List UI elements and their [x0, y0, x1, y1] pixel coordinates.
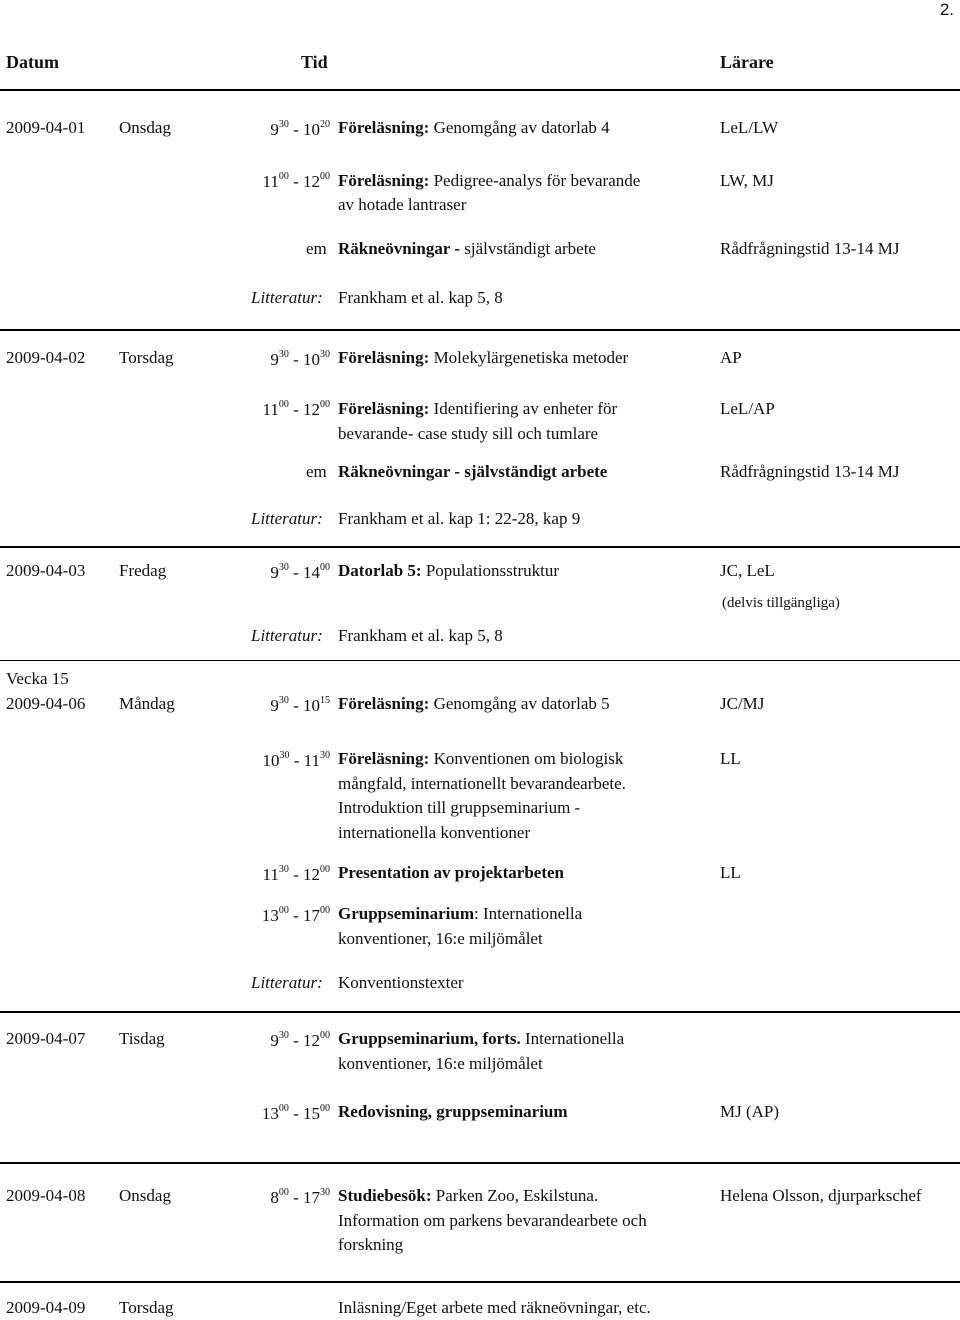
row4-s3-activity: Presentation av projektarbeten [338, 863, 565, 882]
row2-lit-label: Litteratur: [251, 509, 323, 528]
row6-s1-activity-cont1: Information om parkens bevarandearbete och [338, 1211, 647, 1230]
row6-s1-time: $8^{00} - 17^{30}$ [270, 1187, 330, 1207]
row2-s3-activity: Räkneövningar - självständigt arbete [338, 462, 608, 481]
row1-lit-text: Frankham et al. kap 5, 8 [338, 288, 503, 307]
row1-s3-teacher: Rådfrågningstid 13-14 MJ [720, 239, 900, 258]
row4-s4-time: $13^{00} - 17^{00}$ [261, 905, 330, 925]
header-datum: Datum [6, 52, 59, 72]
row5-s1-time: $9^{30} - 12^{00}$ [270, 1030, 330, 1050]
row1-s2-time: $11^{00} - 12^{00}$ [262, 171, 330, 191]
row6-s1-activity-cont2: forskning [338, 1235, 404, 1254]
row4-s3-time: $11^{30} - 12^{00}$ [262, 864, 330, 884]
row4-s2-activity-cont3: internationella konventioner [338, 823, 531, 842]
row4-s2-activity-cont1: mångfald, internationellt bevarandearbete. [338, 774, 626, 793]
row1-s1-teacher: LeL/LW [720, 118, 779, 137]
row5-rule [0, 1162, 960, 1164]
row2-s3-teacher: Rådfrågningstid 13-14 MJ [720, 462, 900, 481]
header-larare: Lärare [720, 52, 774, 72]
row2-s2-time: $11^{00} - 12^{00}$ [262, 399, 330, 419]
row4-s1-time: $9^{30} - 10^{15}$ [270, 695, 330, 715]
row2-date: 2009-04-02 [6, 348, 86, 367]
row6-date: 2009-04-08 [6, 1186, 86, 1205]
row4-lit-label: Litteratur: [251, 973, 323, 992]
row3-lit-label: Litteratur: [251, 626, 323, 645]
row3-s1-teacher: JC, LeL [720, 561, 775, 580]
row4-s2-activity: Föreläsning: Konventionen om biologisk [338, 749, 624, 768]
header-tid: Tid [301, 52, 328, 72]
row4-date: 2009-04-06 [6, 694, 86, 713]
row5-day: Tisdag [119, 1029, 165, 1048]
row3-s1-activity: Datorlab 5: Populationsstruktur [338, 561, 559, 580]
row6-rule [0, 1281, 960, 1283]
row7-date: 2009-04-09 [6, 1298, 86, 1317]
row1-day: Onsdag [119, 118, 171, 137]
row2-rule [0, 546, 960, 548]
row1-s3-em: em [306, 239, 327, 258]
row2-s1-time: $9^{30} - 10^{30}$ [270, 349, 330, 369]
row6-s1-teacher: Helena Olsson, djurparkschef [720, 1186, 922, 1205]
row1-s2-activity: Föreläsning: Pedigree-analys för bevarande [338, 171, 641, 190]
row2-day: Torsdag [119, 348, 174, 367]
row3-rule [0, 660, 960, 661]
row1-date: 2009-04-01 [6, 118, 86, 137]
row2-s2-activity-cont: bevarande- case study sill och tumlare [338, 424, 599, 443]
week-label: Vecka 15 [6, 669, 69, 688]
row4-s2-time: $10^{30} - 11^{30}$ [262, 750, 330, 770]
row5-s2-time: $13^{00} - 15^{00}$ [261, 1103, 330, 1123]
row2-lit-text: Frankham et al. kap 1: 22-28, kap 9 [338, 509, 581, 528]
row4-rule [0, 1011, 960, 1013]
row1-rule [0, 329, 960, 331]
row6-day: Onsdag [119, 1186, 171, 1205]
row4-lit-text: Konventionstexter [338, 973, 464, 992]
row6-s1-activity: Studiebesök: Parken Zoo, Eskilstuna. [338, 1186, 599, 1205]
row3-date: 2009-04-03 [6, 561, 86, 580]
row5-s1-activity-cont: konventioner, 16:e miljömålet [338, 1054, 543, 1073]
row5-s1-activity: Gruppseminarium, forts. Internationella [338, 1029, 625, 1048]
row2-s3-em: em [306, 462, 327, 481]
row2-s1-teacher: AP [720, 348, 742, 367]
row4-s3-teacher: LL [720, 863, 741, 882]
row3-s1-time: $9^{30} - 14^{00}$ [270, 562, 330, 582]
row4-s2-teacher: LL [720, 749, 741, 768]
row4-s1-activity: Föreläsning: Genomgång av datorlab 5 [338, 694, 610, 713]
row5-date: 2009-04-07 [6, 1029, 86, 1048]
row2-s2-teacher: LeL/AP [720, 399, 775, 418]
row3-day: Fredag [119, 561, 167, 580]
row4-s1-teacher: JC/MJ [720, 694, 765, 713]
page-number: 2. [939, 0, 954, 19]
row3-s1-note: (delvis tillgängliga) [722, 595, 840, 611]
row5-s2-activity: Redovisning, gruppseminarium [338, 1102, 568, 1121]
row4-s4-activity-cont: konventioner, 16:e miljömålet [338, 929, 543, 948]
header-rule [0, 89, 960, 91]
row1-s2-activity-cont: av hotade lantraser [338, 195, 467, 214]
row5-s2-teacher: MJ (AP) [720, 1102, 780, 1121]
row1-s3-activity: Räkneövningar - självständigt arbete [338, 239, 596, 258]
row1-s1-activity: Föreläsning: Genomgång av datorlab 4 [338, 118, 610, 137]
row1-lit-label: Litteratur: [251, 288, 323, 307]
row4-s2-activity-cont2: Introduktion till gruppseminarium - [338, 798, 581, 817]
row1-s1-time: $9^{30} - 10^{20}$ [270, 119, 330, 139]
row4-day: Måndag [119, 694, 175, 713]
row7-activity: Inläsning/Eget arbete med räkneövningar, etc. [338, 1298, 651, 1317]
row3-lit-text: Frankham et al. kap 5, 8 [338, 626, 503, 645]
row1-s2-teacher: LW, MJ [720, 171, 774, 190]
row7-day: Torsdag [119, 1298, 174, 1317]
row2-s1-activity: Föreläsning: Molekylärgenetiska metoder [338, 348, 629, 367]
row2-s2-activity: Föreläsning: Identifiering av enheter för [338, 399, 618, 418]
row4-s4-activity: Gruppseminarium: Internationella [338, 904, 583, 923]
